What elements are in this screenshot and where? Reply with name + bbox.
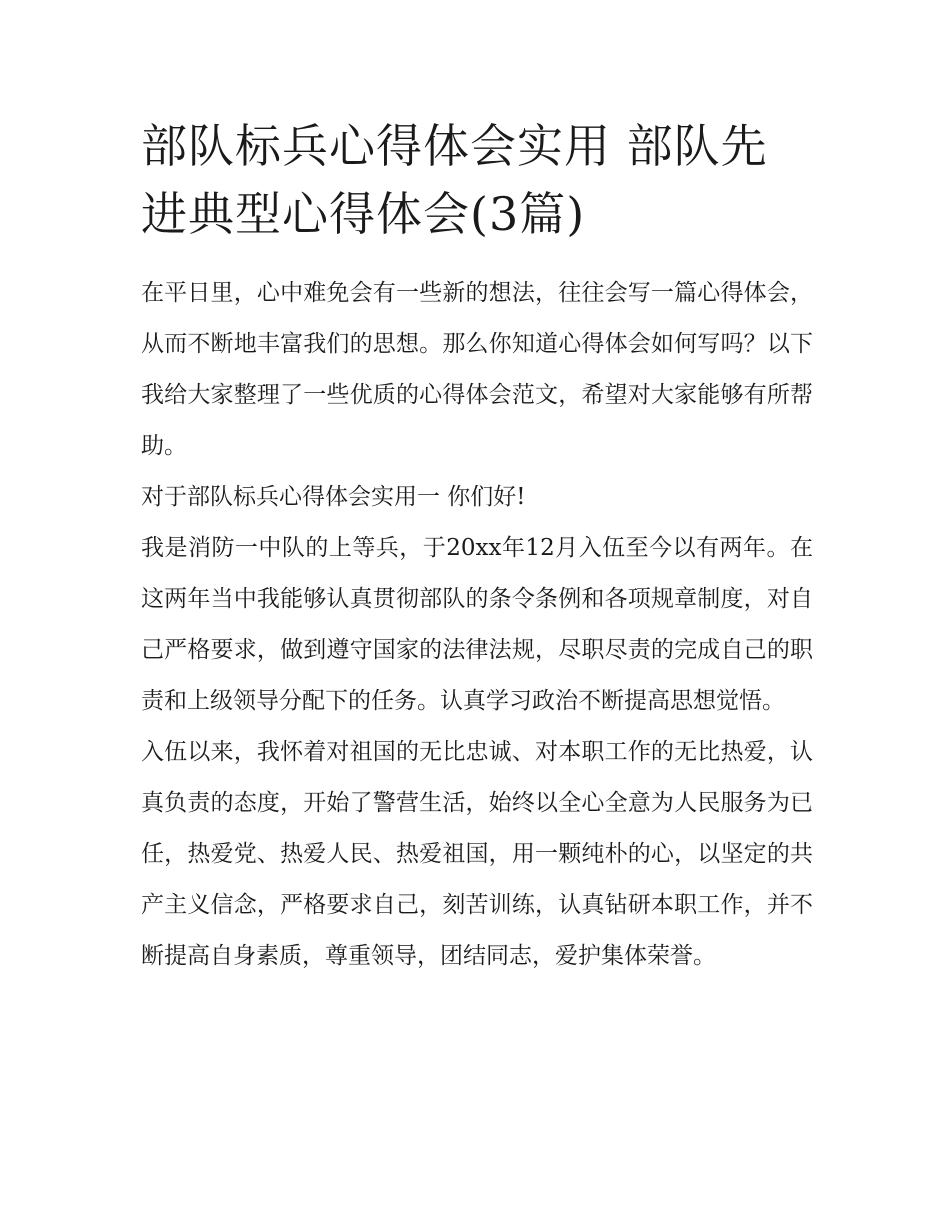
paragraph-intro: 在平日里，心中难免会有一些新的想法，往往会写一篇心得体会，从而不断地丰富我们的思想。那么你知道心得体会如何写吗？以下我给大家整理了一些优质的心得体会范文，希望对大家能够有所帮助。 <box>141 280 813 459</box>
document-page <box>141 112 813 982</box>
document-title: 部队标兵心得体会实用 部队先进典型心得体会(3篇) <box>141 119 768 241</box>
paragraph-service: 我是消防一中队的上等兵，于20xx年12月入伍至今以有两年。在这两年当中我能够认真贯彻部队的条令条例和各项规章制度，对自己严格要求，做到遵守国家的法律法规，尽职尽责的完成自己的职责和上级领导分配下的任务。认真学习政治不断提高思想觉悟。 <box>141 535 813 714</box>
paragraph-enlistment: 入伍以来，我怀着对祖国的无比忠诚、对本职工作的无比热爱，认真负责的态度，开始了警营生活，始终以全心全意为人民服务为已任，热爱党、热爱人民、热爱祖国，用一颗纯朴的心，以坚定的共产主义信念，严格要求自己，刻苦训练，认真钻研本职工作，并不断提高自身素质，尊重领导，团结同志，爱护集体荣誉。 <box>141 739 813 969</box>
paragraph-greeting: 对于部队标兵心得体会实用一 你们好! <box>141 484 526 510</box>
